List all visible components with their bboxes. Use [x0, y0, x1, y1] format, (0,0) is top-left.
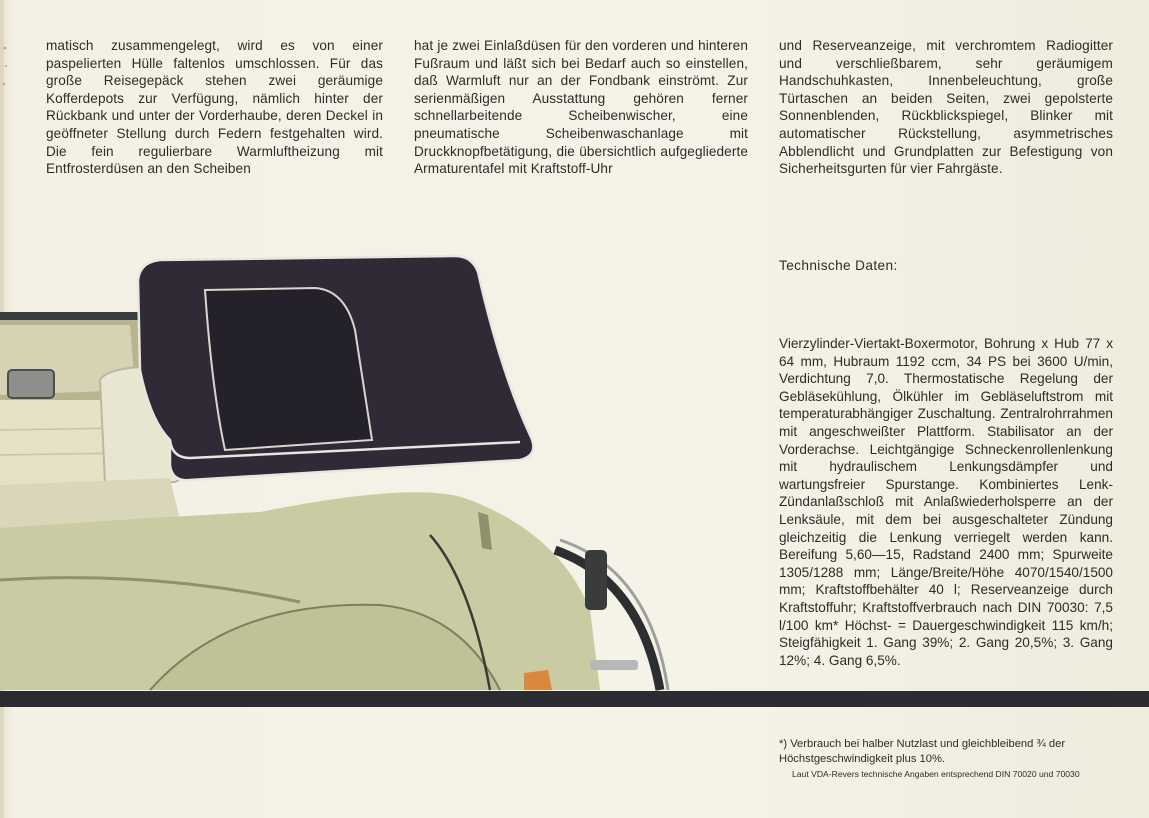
horizon-band — [0, 691, 1149, 707]
body-paragraph: und Reserveanzeige, mit verchromtem Radiogitter und verschließbarem, sehr geräumigem Handschuhkasten, Innenbeleuchtung, große Türtaschen an beiden Seiten, zwei gepolsterte Sonnenblenden, Rückblickspiegel, Blinker mit automatischer Rückstellung, asymmetrisches Abblendlicht und Grundplatten zur Befestigung von Sicherheitsgurten für vier Fahrgäste. — [779, 38, 1113, 177]
text-column-2 — [414, 37, 748, 178]
technical-data-heading: Technische Daten: — [779, 258, 898, 273]
footnote: *) Verbrauch bei halber Nutzlast und gleichbleibend ¾ der Höchstgeschwindigkeit plus 10%. — [779, 738, 1066, 765]
convertible-car-illustration — [0, 250, 680, 695]
technical-data-text: Vierzylinder-Viertakt-Boxermotor, Bohrung x Hub 77 x 64 mm, Hubraum 1192 ccm, 34 PS bei 3600 U/min, Verdichtung 7,0. Thermostatische Regelung der Gebläsekühlung, Ölkühler im Gebläseluftstrom mit temperaturabhängiger Zuschaltung. Zentralrohrrahmen mit angeschweißter Plattform. Stabilisator an der Vorderachse. Leichtgängige Schneckenrollenlenkung mit hydraulischem Lenkungsdämpfer und wartungsfreier Spurstange. Kombiniertes Lenk-Zündanlaßschloß mit Anlaßwiederholsperre an der Lenksäule, mit dem bei ausgeschalteter Zündung gleichzeitig die Lenkung verriegelt werden kann. Bereifung 5,60—15, Radstand 2400 mm; Spurweite 1305/1288 mm; Länge/Breite/Höhe 4070/1540/1500 mm; Kraftstoffbehälter 40 l; Reserveanzeige durch Kraftstoffuhr; Kraftstoffverbrauch nach DIN 70030: 7,5 l/100 km* Höchst- = Dauergeschwindigkeit 115 km/h; Steigfähigkeit 1. Gang 39%; 2. Gang 20,5%; 3. Gang 12%; 4. Gang 6,5%. — [779, 336, 1113, 668]
body-paragraph: matisch zusammengelegt, wird es von einer paspelierten Hülle faltenlos umschlossen. Für das große Reisegepäck stehen zwei geräumige Kofferdepots zur Verfügung, nämlich hinter der Rückbank und unter der Vorderhaube, deren Deckel in geöffneter Stellung durch Federn festgehalten wird. Die fein regulierbare Warmluftheizung mit Entfrosterdüsen an den Scheiben — [46, 38, 383, 177]
text-column-1 — [46, 37, 383, 178]
text-column-3 — [779, 37, 1113, 178]
footnote-small-print: Laut VDA-Revers technische Angaben entsprechend DIN 70020 und 70030 — [792, 769, 1080, 779]
body-paragraph: hat je zwei Einlaßdüsen für den vorderen und hinteren Fußraum und läßt sich bei Bedarf auch so einstellen, daß Warmluft nur an der Fondbank einströmt. Zur serienmäßigen Ausstattung gehören ferner schnellarbeitende Scheibenwischer, eine pneumatische Scheibenwaschanlage mit Druckknopfbetätigung, die übersichtlich aufgegliederte Armaturentafel mit Kraftstoff-Uhr — [414, 38, 748, 177]
